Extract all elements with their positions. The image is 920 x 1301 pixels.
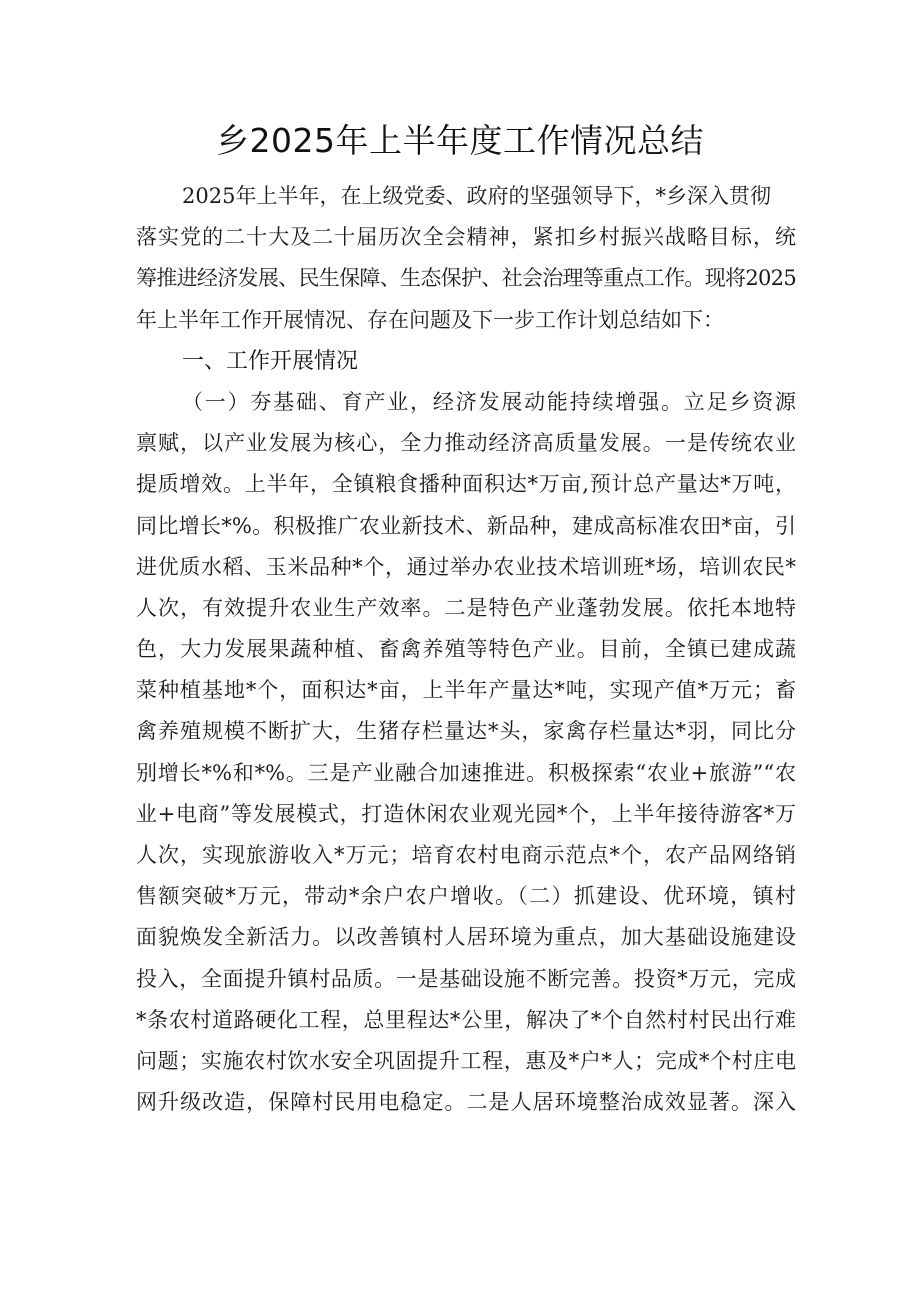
body-line: 问题；实施农村饮水安全巩固提升工程，惠及*户*人；完成*个村庄电: [136, 1048, 796, 1073]
body-line: 提质增效。上半年，全镇粮食播种面积达*万亩,预计总产量达*万吨，: [136, 472, 796, 497]
body-line: 年上半年工作开展情况、存在问题及下一步工作计划总结如下：: [136, 307, 724, 332]
body-line: *条农村道路硬化工程，总里程达*公里，解决了*个自然村村民出行难: [136, 1007, 796, 1032]
body-line: 人次，有效提升农业生产效率。二是特色产业蓬勃发展。依托本地特: [136, 595, 796, 620]
body-line: 人次，实现旅游收入*万元；培育农村电商示范点*个，农产品网络销: [136, 843, 796, 867]
body-line: 售额突破*万元，带动*余户农户增收。（二）抓建设、优环境，镇村: [136, 884, 796, 909]
body-line: 同比增长*%。积极推广农业新技术、新品种，建成高标准农田*亩，引: [136, 513, 796, 538]
section-heading: 一、工作开展情况: [182, 348, 359, 374]
body-line: 2025年上半年，在上级党委、政府的坚强领导下，*乡深入贯彻: [182, 184, 771, 208]
body-line: 投入，全面提升镇村品质。一是基础设施不断完善。投资*万元，完成: [136, 966, 796, 991]
body-line: 面貌焕发全新活力。以改善镇村人居环境为重点，加大基础设施建设: [136, 925, 796, 950]
body-line: 筹推进经济发展、民生保障、生态保护、社会治理等重点工作。现将2025: [136, 266, 796, 291]
body-line: 菜种植基地*个，面积达*亩，上半年产量达*吨，实现产值*万元；畜: [136, 678, 796, 703]
body-line: 网升级改造，保障村民用电稳定。二是人居环境整治成效显著。深入: [136, 1090, 796, 1115]
body-line: 禀赋，以产业发展为核心，全力推动经济高质量发展。一是传统农业: [136, 431, 796, 456]
body-line: 色，大力发展果蔬种植、畜禽养殖等特色产业。目前，全镇已建成蔬: [136, 637, 796, 662]
document-body: [136, 176, 796, 1123]
body-line: 业+电商”等发展模式，打造休闲农业观光园*个，上半年接待游客*万: [136, 801, 796, 826]
body-line: 进优质水稻、玉米品种*个，通过举办农业技术培训班*场，培训农民*: [136, 554, 796, 579]
document-title: 乡2025年上半年度工作情况总结: [216, 121, 704, 160]
body-line: 别增长*%和*%。三是产业融合加速推进。积极探索“农业+旅游”“农: [136, 760, 796, 785]
body-line: 禽养殖规模不断扩大，生猪存栏量达*头，家禽存栏量达*羽，同比分: [136, 719, 796, 744]
body-line: （一）夯基础、育产业，经济发展动能持续增强。立足乡资源: [182, 389, 796, 414]
body-line: 落实党的二十大及二十届历次全会精神，紧扣乡村振兴战略目标，统: [136, 225, 796, 250]
